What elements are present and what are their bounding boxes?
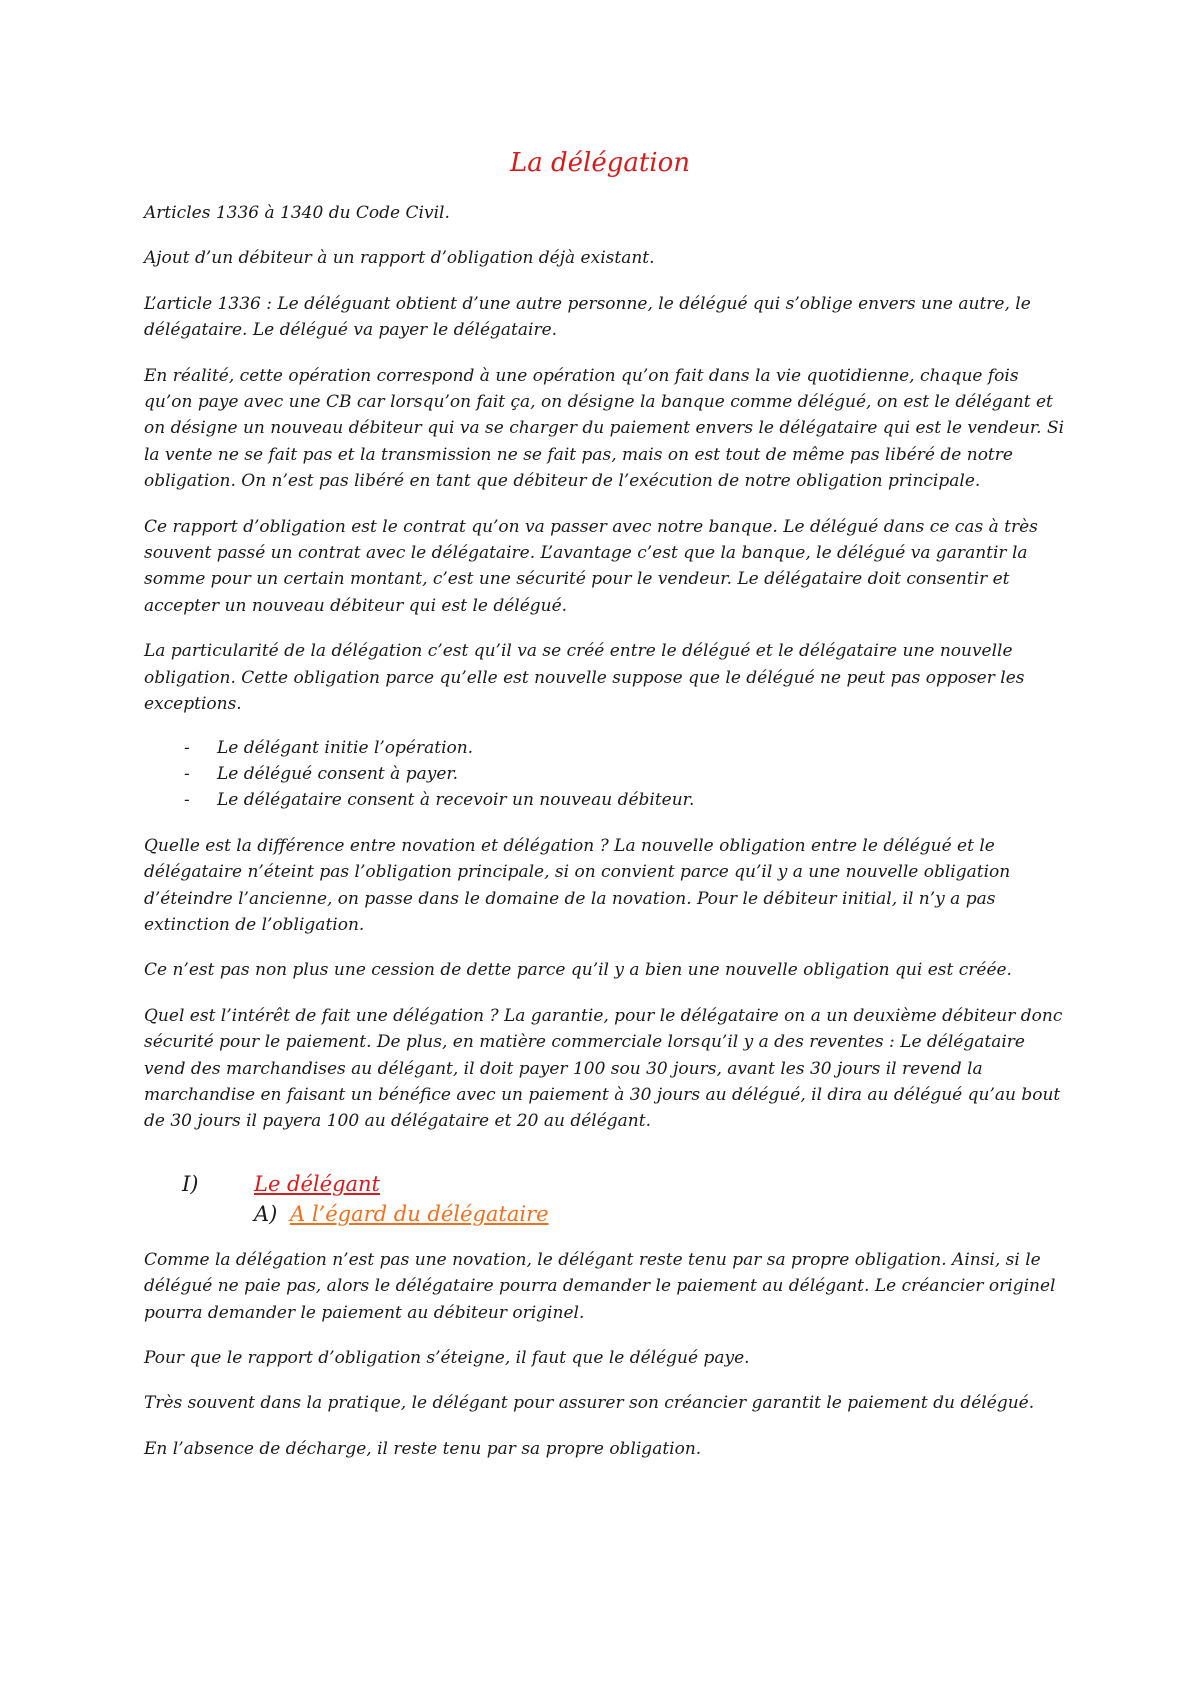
list-item (144, 735, 1069, 761)
list-bullet: - (184, 737, 190, 758)
document-body (144, 200, 1069, 1481)
section-heading (144, 1169, 1069, 1199)
list-item-text: Le délégataire consent à recevoir un nouveau débiteur. (217, 790, 695, 811)
paragraph-interet: Quel est l’intérêt de fait une délégation ? La garantie, pour le délégataire on a un deuxième débiteur donc sécurité pour le paiement. De plus, en matière commerciale lorsqu’il y a des reventes : Le délégataire vend des marchandises au délégant, il doit payer 100 sou 30 jours, avant les 30 jours il revend la marchandise en faisant un bénéfice avec un paiement à 30 jours au délégué, il dira au délégué qu’au bout de 30 jours il payera 100 au délégataire et 20 au délégant. (144, 1005, 1063, 1132)
paragraph-cession: Ce n’est pas non plus une cession de dette parce qu’il y a bien une nouvelle obligation qui est créée. (144, 960, 1012, 981)
subsection-number: A) (254, 1201, 278, 1226)
paragraph-extinction: Pour que le rapport d’obligation s’éteigne, il faut que le délégué paye. (144, 1348, 750, 1368)
list-item-text: Le délégant initie l’opération. (217, 737, 474, 758)
subsection-title: A l’égard du délégataire (290, 1201, 549, 1226)
list-item (144, 787, 1069, 813)
subsection-heading (144, 1199, 1069, 1231)
list-bullet: - (184, 790, 190, 811)
paragraph-decharge: En l’absence de décharge, il reste tenu par sa propre obligation. (144, 1438, 702, 1459)
paragraph-pratique: Très souvent dans la pratique, le délégant pour assurer son créancier garantit le paiement du délégué. (144, 1393, 1035, 1414)
paragraph-articles: Articles 1336 à 1340 du Code Civil. (144, 203, 450, 223)
paragraph-realite: En réalité, cette opération correspond à une opération qu’on fait dans la vie quotidienne, chaque fois qu’on paye avec une CB car lorsqu’on fait ça, on désigne la banque comme délégué, on est le délégant et on désigne un nouveau débiteur qui va se charger du paiement envers le délégataire qui est le vendeur. Si la vente ne se fait pas et la transmission ne se fait pas, mais on est tout de même pas libéré de notre obligation. On n’est pas libéré en tant que débiteur de l’exécution de notre obligation principale. (144, 365, 1065, 492)
section-title: Le délégant (254, 1171, 380, 1196)
list-bullet: - (184, 763, 190, 784)
paragraph-definition: Ajout d’un débiteur à un rapport d’obligation déjà existant. (144, 248, 655, 269)
paragraph-difference: Quelle est la différence entre novation et délégation ? La nouvelle obligation entre le délégué et le délégataire n’éteint pas l’obligation principale, si on convient parce qu’il y a une nouvelle obligation d’éteindre l’ancienne, on passe dans le domaine de la novation. Pour le débiteur initial, il n’y a pas extinction de l’obligation. (144, 835, 1011, 935)
list-item-text: Le délégué consent à payer. (217, 763, 459, 784)
list-item (144, 761, 1069, 787)
paragraph-novation: Comme la délégation n’est pas une novation, le délégant reste tenu par sa propre obligation. Ainsi, si le délégué ne paie pas, alors le délégataire pourra demander le paiement au délégant. Le créancier originel pourra demander le paiement au débiteur originel. (144, 1249, 1056, 1323)
paragraph-particularite: La particularité de la délégation c’est qu’il va se créé entre le délégué et le délégataire une nouvelle obligation. Cette obligation parce qu’elle est nouvelle suppose que le délégué ne peut pas opposer les exceptions. (144, 641, 1025, 715)
paragraph-article-1336: L’article 1336 : Le déléguant obtient d’une autre personne, le délégué qui s’oblige envers une autre, le délégataire. Le délégué va payer le délégataire. (144, 293, 1031, 341)
paragraph-rapport: Ce rapport d’obligation est le contrat qu’on va passer avec notre banque. Le délégué dans ce cas à très souvent passé un contrat avec le délégataire. L’avantage c’est que la banque, le délégué va garantir la somme pour un certain montant, c’est une sécurité pour le vendeur. Le délégataire doit consentir et accepter un nouveau débiteur qui est le délégué. (144, 516, 1038, 616)
parties-list (144, 735, 1069, 814)
section-number: I) (182, 1171, 199, 1196)
document-title: La délégation (509, 148, 691, 178)
